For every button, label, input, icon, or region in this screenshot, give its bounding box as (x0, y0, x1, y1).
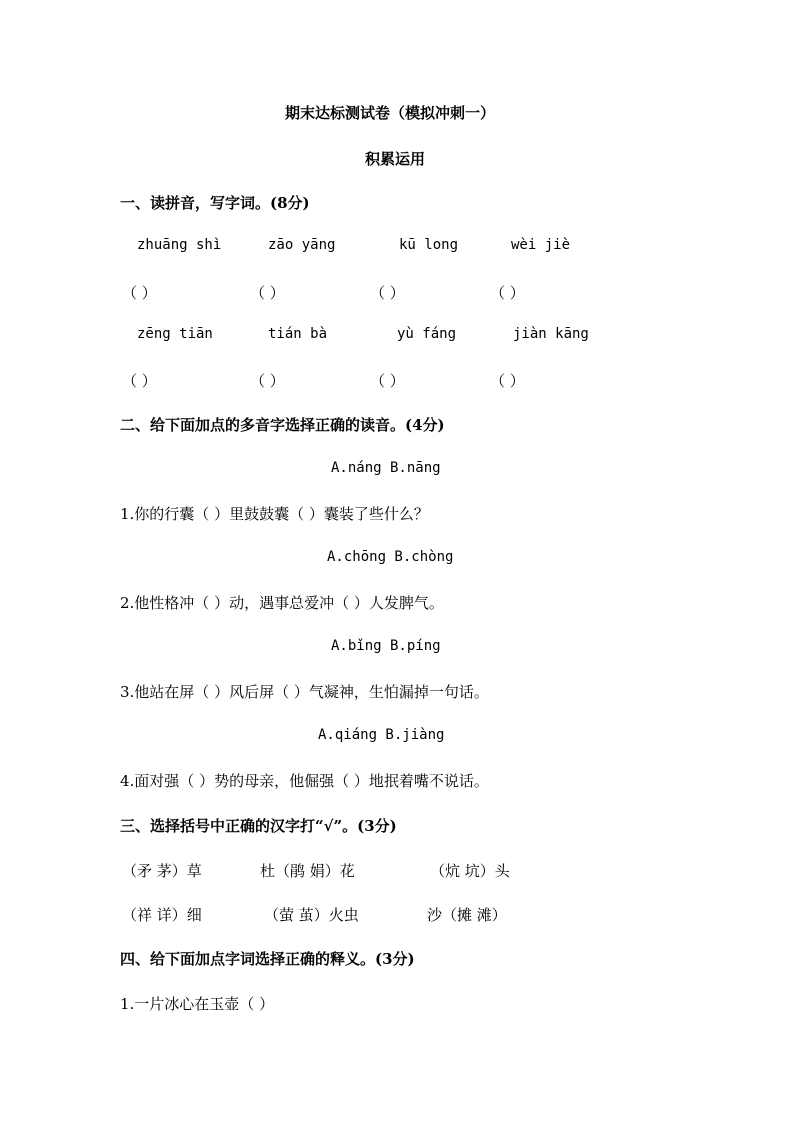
pinyin-4: wèi jiè (511, 237, 571, 253)
page-title: 期末达标测试卷（模拟冲刺一） (285, 104, 496, 122)
question-s4-1: 1.一片冰心在玉壶（ ） (120, 995, 275, 1013)
options-4: A.qiáng B.jiàng (318, 727, 445, 743)
answer-blank[interactable]: （ ） (490, 372, 525, 390)
pinyin-7: yù fáng (397, 326, 457, 342)
pinyin-8: jiàn kāng (513, 326, 589, 342)
question-2: 2.他性格冲（ ）动，遇事总爱冲（ ）人发脾气。 (120, 594, 444, 612)
answer-blank[interactable]: （ ） (122, 284, 157, 302)
choice-item: 杜（鹃 娟）花 (260, 862, 355, 880)
pinyin-2: zāo yāng (268, 237, 336, 253)
question-4: 4.面对强（ ）势的母亲，他倔强（ ）地抿着嘴不说话。 (120, 772, 489, 790)
choice-item: （祥 详）细 (122, 906, 202, 924)
question-1: 1.你的行囊（ ）里鼓鼓囊（ ）囊装了些什么？ (120, 505, 429, 523)
choice-item: （炕 坑）头 (430, 862, 510, 880)
pinyin-6: tián bà (268, 326, 328, 342)
pinyin-1: zhuāng shì (137, 237, 222, 253)
answer-blank[interactable]: （ ） (250, 372, 285, 390)
section-subtitle: 积累运用 (365, 150, 426, 168)
pinyin-5: zēng tiān (137, 326, 213, 342)
answer-blank[interactable]: （ ） (370, 372, 405, 390)
choice-item: （萤 茧）火虫 (264, 906, 359, 924)
options-3: A.bǐng B.píng (331, 638, 441, 654)
answer-blank[interactable]: （ ） (122, 372, 157, 390)
section2-heading: 二、给下面加点的多音字选择正确的读音。(4分) (120, 416, 445, 434)
section3-heading: 三、选择括号中正确的汉字打“√”。(3分) (120, 817, 397, 835)
pinyin-3: kū long (399, 237, 459, 253)
choice-item: （矛 茅）草 (122, 862, 202, 880)
choice-item: 沙（摊 滩） (427, 906, 507, 924)
section1-heading: 一、读拼音，写字词。(8分) (120, 194, 310, 212)
options-2: A.chōng B.chòng (327, 549, 454, 565)
question-3: 3.他站在屏（ ）风后屏（ ）气凝神，生怕漏掉一句话。 (120, 683, 489, 701)
answer-blank[interactable]: （ ） (250, 284, 285, 302)
answer-blank[interactable]: （ ） (370, 284, 405, 302)
answer-blank[interactable]: （ ） (490, 284, 525, 302)
section4-heading: 四、给下面加点字词选择正确的释义。(3分) (120, 950, 415, 968)
options-1: A.náng B.nāng (331, 460, 441, 476)
